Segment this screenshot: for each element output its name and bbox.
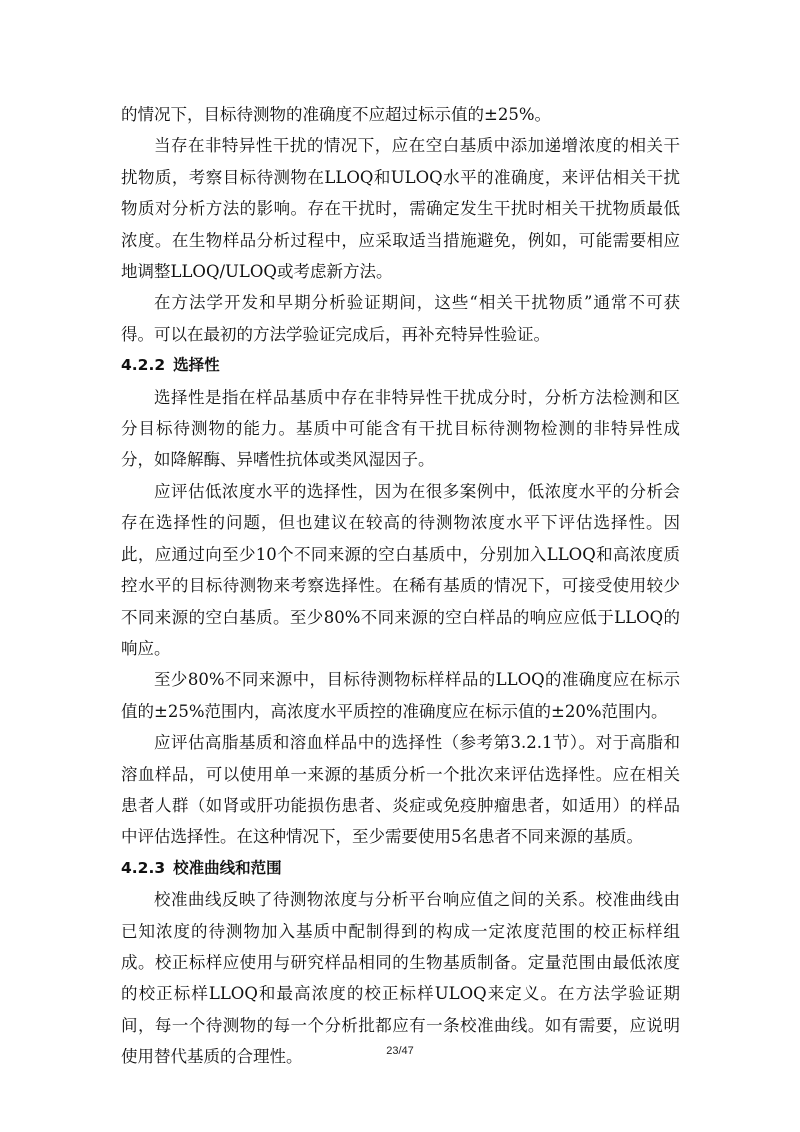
section-heading-4-2-2	[121, 350, 680, 381]
section-heading-4-2-3	[121, 853, 680, 884]
paragraph-low-concentration: 应评估低浓度水平的选择性，因为在很多案例中，低浓度水平的分析会存在选择性的问题，但也建议在较高的待测物浓度水平下评估选择性。因此，应通过向至少10个不同来源的空白基质中，分别加入LLOQ和高浓度质控水平的目标待测物来考察选择性。在稀有基质的情况下，可接受使用较少不同来源的空白基质。至少80%不同来源的空白样品的响应应低于LLOQ的响应。	[121, 481, 680, 658]
paragraph-lipemic-hemolyzed: 应评估高脂基质和溶血样品中的选择性（参考第3.2.1节）。对于高脂和溶血样品，可以使用单一来源的基质分析一个批次来评估选择性。应在相关患者人群（如肾或肝功能损伤患者、炎症或免疫肿瘤患者，如适用）的样品中评估选择性。在这种情况下，至少需要使用5名患者不同来源的基质。	[121, 733, 680, 847]
paragraph-continuation: 的情况下，目标待测物的准确度不应超过标示值的±25%。	[121, 105, 551, 124]
section-number: 4.2.3	[121, 858, 166, 877]
page-body	[121, 99, 680, 1073]
paragraph-calibration-curve: 校准曲线反映了待测物浓度与分析平台响应值之间的关系。校准曲线由已知浓度的待测物加入基质中配制得到的构成一定浓度范围的校正标样组成。校正标样应使用与研究样品相同的生物基质制备。定量范围由最低浓度的校正标样LLOQ和最高浓度的校正标样ULOQ来定义。在方法学验证期间，每一个待测物的每一个分析批都应有一条校准曲线。如有需要，应说明使用替代基质的合理性。	[121, 890, 680, 1067]
section-title: 校准曲线和范围	[173, 858, 282, 877]
paragraph-nonspecific-interference: 当存在非特异性干扰的情况下，应在空白基质中添加递增浓度的相关干扰物质，考察目标待测物在LLOQ和ULOQ水平的准确度，来评估相关干扰物质对分析方法的影响。存在干扰时，需确定发生干扰时相关干扰物质最低浓度。在生物样品分析过程中，应采取适当措施避免，例如，可能需要相应地调整LLOQ/ULOQ或考虑新方法。	[121, 136, 680, 282]
section-number: 4.2.2	[121, 356, 166, 375]
paragraph-selectivity-definition: 选择性是指在样品基质中存在非特异性干扰成分时，分析方法检测和区分目标待测物的能力。基质中可能含有干扰目标待测物检测的非特异性成分，如降解酶、异嗜性抗体或类风湿因子。	[121, 387, 680, 470]
section-title: 选择性	[173, 356, 220, 375]
page-number: 23/47	[386, 1045, 414, 1057]
paragraph-accuracy-criteria: 至少80%不同来源中，目标待测物标样样品的LLOQ的准确度应在标示值的±25%范围内，高浓度水平质控的准确度应在标示值的±20%范围内。	[121, 670, 680, 721]
paragraph-method-development: 在方法学开发和早期分析验证期间，这些“相关干扰物质”通常不可获得。可以在最初的方法学验证完成后，再补充特异性验证。	[121, 293, 680, 344]
